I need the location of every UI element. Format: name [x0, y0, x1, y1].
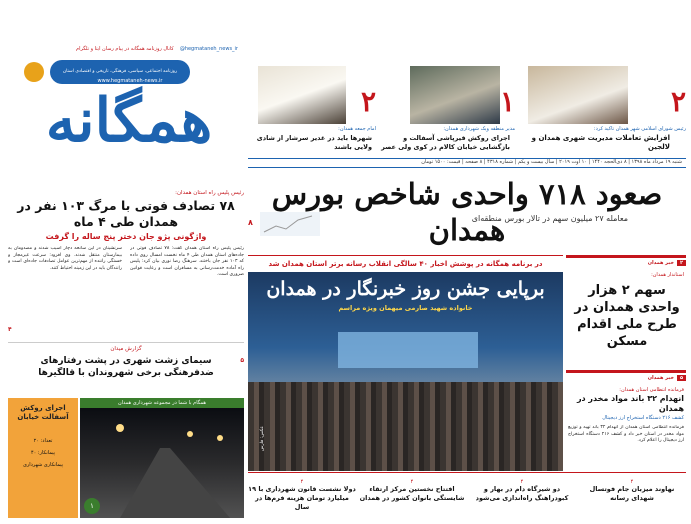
bottom-strip	[248, 472, 686, 522]
teaser-number: ۲	[670, 85, 686, 118]
report-page: ۵	[240, 357, 244, 364]
social-handle[interactable]: @hegmataneh_news_ir	[179, 45, 238, 52]
top-strip	[8, 44, 238, 54]
box-subkicker: فرمانده انتظامی استان همدان:	[619, 387, 684, 393]
box-page: ۲	[677, 260, 686, 266]
left-subhead: واژگونی پژو جان دختر پنج ساله را گرفت	[45, 232, 207, 241]
teaser-number: ۱	[499, 85, 515, 118]
teaser-kicker: مدیر منطقه ویک شهرداری همدان:	[443, 126, 515, 132]
dateline-bar	[248, 158, 686, 168]
street-lights	[80, 408, 244, 518]
teaser-number: ۲	[360, 85, 376, 118]
ad-line-2: پیمانکار: ۴۰	[30, 450, 56, 456]
dateline: شنبه ۱۹ مرداد ماه ۱۳۹۸ | ۸ ذی‌الحجه ۱۴۴۰ | ۱۰ اوت ۲۰۱۹ | سال بیست و یکم | شماره ۴۳۱۸ | ۸ صفحه | قیمت: ۱۵۰۰ تومان	[421, 159, 682, 165]
photo-box[interactable]	[80, 398, 244, 518]
box-kicker: خبر همدان	[647, 375, 674, 381]
left-kicker: رئیس پلیس راه استان همدان:	[175, 190, 244, 196]
photo-box-page-badge: ۱	[84, 498, 100, 514]
stage-screen	[338, 332, 478, 368]
photo-caption: عکس: فارس	[260, 425, 266, 452]
ad-line-1: تعداد: ۲۰	[33, 438, 53, 444]
main-headline: صعود ۷۱۸ واحدی شاخص بورس همدان	[271, 177, 663, 247]
teaser-kicker: رئیس شورای اسلامی شهر همدان تاکید کرد:	[593, 126, 686, 132]
logo-text[interactable]: همگانه	[45, 86, 213, 156]
crowd	[248, 382, 563, 471]
bottom-title: دولا نشست قانون شهرداری با ۱۹ میلیارد تومان هزینه فرم‌ها در سال	[248, 485, 356, 511]
bottom-page: ۴	[410, 479, 414, 485]
photo-story-headline: برپایی جشن روز خبرنگار در همدان	[266, 278, 545, 300]
box-kicker: خبر همدان	[647, 260, 674, 266]
left-body-col1: رئیس پلیس راه استان همدان گفت: ۷۸ تصادف فوتی در جاده‌های استان همدان طی ۴ ماه نخست امسال روی داده که ۱۰۳ نفر جان باختند. سرهنگ رضا نوری بیان کرد: پلیس راه آماده خدمت‌رسانی به مسافران است و رعایت قوانین ضروری است.	[130, 246, 244, 278]
bottom-title: دو شیرگاه دام در بهار و کبودراهنگ راه‌اندازی می‌شود	[475, 485, 569, 502]
teaser-title: شهرها باید در غدیر سرشار از شادی ولایی باشند	[256, 134, 372, 151]
teaser-1[interactable]	[520, 58, 686, 168]
teaser-3[interactable]	[248, 58, 376, 168]
box-note: کشف ۲۱۶ دستگاه استخراج ارز دیجیتال	[602, 415, 684, 421]
main-chart-icon	[260, 212, 320, 236]
teaser-title: اجرای روکش قیرپاشی آسفالت و بازگشایی خیابان کالام در کوی ولی عصر	[381, 134, 510, 151]
photo-box-title: همگام با شما در مجموعه شهرداری همدان	[117, 400, 207, 406]
main-story[interactable]	[248, 172, 686, 247]
teaser-photo	[410, 66, 500, 124]
channel-note: کانال روزنامه همگانه در پیام رسان ایتا و تلگرام	[76, 45, 174, 52]
bottom-page: ۴	[300, 479, 304, 485]
main-subhead: معامله ۲۷ میلیون سهم در تالار بورس منطقه‌ای	[471, 214, 628, 223]
photo-story-subhead: خانواده شهید صارمی میهمان ویژه مراسم	[338, 304, 473, 312]
ad-title: اجرای روکش آسفالت خیابان	[17, 404, 69, 421]
report-story[interactable]	[8, 342, 244, 397]
logo-icon	[24, 62, 44, 82]
teaser-kicker: امام جمعه همدان:	[338, 126, 376, 132]
photo-story[interactable]	[248, 255, 563, 470]
box-body: فرمانده انتظامی استان همدان از انهدام ۳۲ باند تهیه و توزیع مواد مخدر در استان خبر داد و کشف ۲۱۶ دستگاه استخراج ارز دیجیتال را اعلام کرد.	[568, 425, 684, 444]
ad-box[interactable]	[8, 398, 78, 518]
website[interactable]: www.hegmataneh-news.ir	[97, 78, 163, 84]
box-subkicker: استاندار همدان:	[651, 272, 684, 278]
box-header	[648, 375, 686, 381]
box-page: ۵	[677, 375, 686, 381]
box-headline: انهدام ۳۲ باند مواد مخدر در همدان	[576, 394, 684, 413]
bottom-story[interactable]	[578, 479, 686, 503]
bottom-page: ۴	[630, 479, 634, 485]
left-headline: ۷۸ تصادف فوتی با مرگ ۱۰۳ نفر در همدان طی ۴ ماه	[17, 198, 235, 229]
left-page: ۴	[8, 326, 12, 333]
teaser-title: افزایش تعاملات مدیریت شهری همدان و لالجین	[531, 134, 670, 151]
bottom-story[interactable]	[358, 479, 466, 503]
bottom-story[interactable]	[248, 479, 356, 512]
bottom-story[interactable]	[468, 479, 576, 503]
main-page-ref: ۸	[248, 218, 253, 227]
masthead	[10, 56, 245, 174]
right-box-1[interactable]	[566, 255, 686, 365]
bottom-title: افتتاح نخستین مرکز ارتقاء شایستگی بانوان کشور در همدان	[359, 485, 465, 502]
left-body-col2: سرنشینان در این سانحه دچار آسیب شدند و مصدومان به بیمارستان منتقل شدند. وی افزود: سرعت غیرمجاز و خستگی راننده از مهم‌ترین عوامل تصادفات جاده‌ای است و رانندگان باید در این زمینه احتیاط کنند.	[8, 246, 122, 271]
box-header	[648, 260, 686, 266]
right-box-2[interactable]	[566, 370, 686, 470]
bottom-page: ۴	[520, 479, 524, 485]
box-headline: سهم ۲ هزار واحدی همدان در طرح ملی اقدام مسکن	[574, 283, 680, 349]
ad-line-3: پیمانکاری شهرداری	[22, 462, 64, 468]
teaser-photo	[258, 66, 346, 124]
photo-box-image	[80, 408, 244, 518]
masthead-tagline: روزنامه اجتماعی، سیاسی، فرهنگی، تاریخی و اقتصادی استان	[62, 69, 178, 74]
report-kicker: گزارش میدان	[110, 346, 142, 352]
teaser-photo	[528, 66, 628, 124]
bottom-title: نهاوند میزبان جام فوتسال شهدای رسانه	[589, 485, 675, 502]
report-headline: سیمای زشت شهری در پشت رفتارهای ضدفرهنگی برخی شهروندان با قالگیرها	[38, 356, 214, 378]
left-story[interactable]	[8, 176, 244, 341]
photo-story-kicker: در برنامه همگانه در پوشش اخبار ۴۰ سالگی انقلاب رسانه برتر استان همدان شد	[268, 260, 543, 268]
teaser-2[interactable]	[380, 58, 515, 168]
chart-icon	[260, 212, 320, 236]
